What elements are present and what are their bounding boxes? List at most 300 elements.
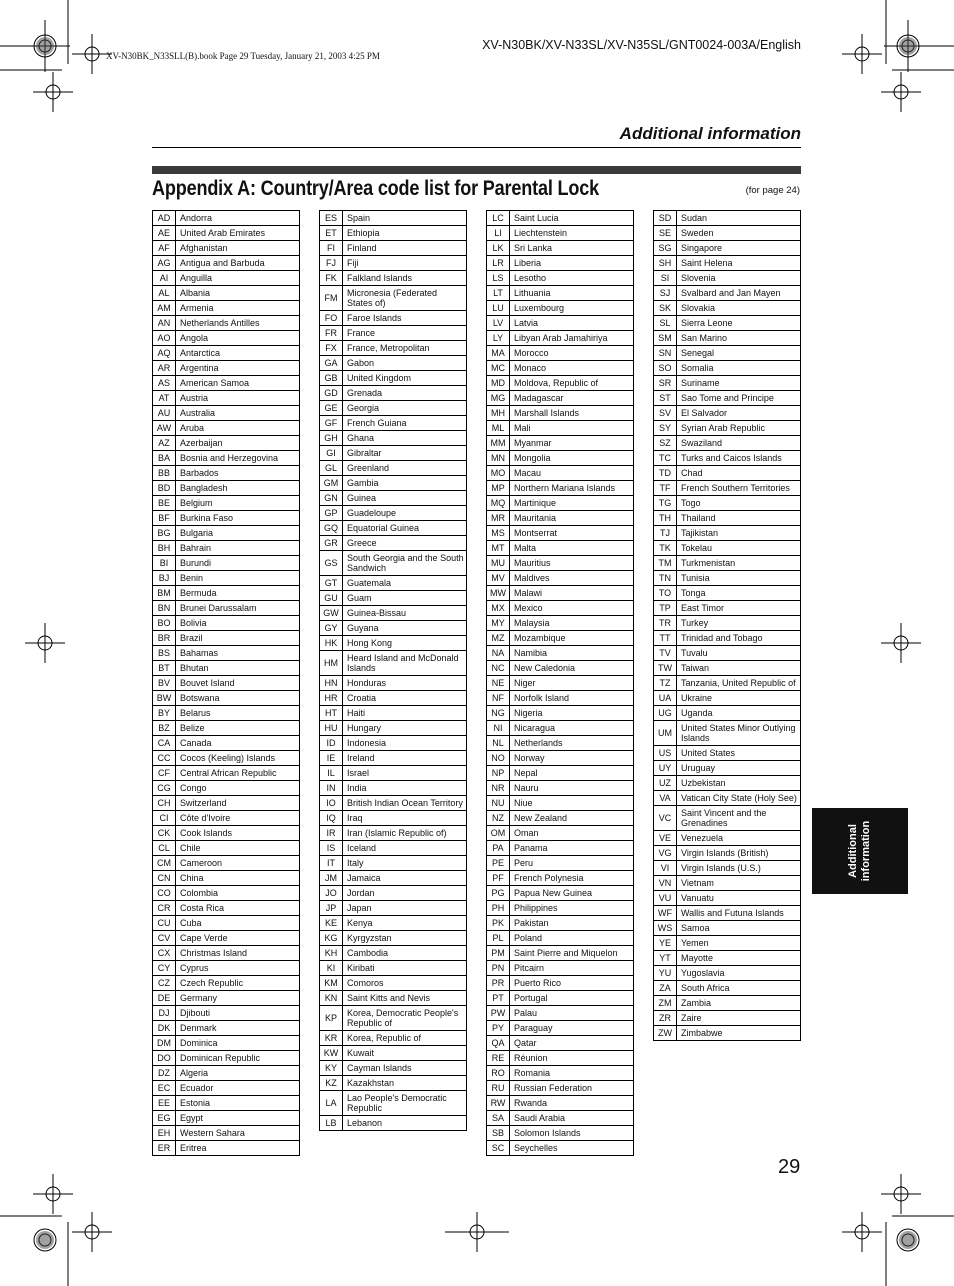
country-name: Russian Federation bbox=[510, 1081, 634, 1096]
country-name: Netherlands bbox=[510, 736, 634, 751]
country-code: MO bbox=[487, 466, 510, 481]
country-name: Suriname bbox=[677, 376, 801, 391]
country-name: New Zealand bbox=[510, 811, 634, 826]
country-name: Solomon Islands bbox=[510, 1126, 634, 1141]
country-code: IT bbox=[320, 856, 343, 871]
country-name: Falkland Islands bbox=[343, 271, 467, 286]
country-code: HT bbox=[320, 706, 343, 721]
country-name: Guinea bbox=[343, 491, 467, 506]
country-code: PH bbox=[487, 901, 510, 916]
country-name: Slovenia bbox=[677, 271, 801, 286]
country-code: TM bbox=[654, 556, 677, 571]
country-name: Saint Lucia bbox=[510, 211, 634, 226]
country-code: GD bbox=[320, 386, 343, 401]
country-code: DZ bbox=[153, 1066, 176, 1081]
country-name: Saint Pierre and Miquelon bbox=[510, 946, 634, 961]
country-code: MP bbox=[487, 481, 510, 496]
country-name: Croatia bbox=[343, 691, 467, 706]
country-code: DO bbox=[153, 1051, 176, 1066]
country-code: PA bbox=[487, 841, 510, 856]
country-code: FO bbox=[320, 311, 343, 326]
country-code: KN bbox=[320, 991, 343, 1006]
country-name: Indonesia bbox=[343, 736, 467, 751]
country-name: Iraq bbox=[343, 811, 467, 826]
country-name: Seychelles bbox=[510, 1141, 634, 1156]
country-code: GE bbox=[320, 401, 343, 416]
country-name: Korea, Republic of bbox=[343, 1031, 467, 1046]
country-code: KM bbox=[320, 976, 343, 991]
country-name: Afghanistan bbox=[176, 241, 300, 256]
country-code: VE bbox=[654, 831, 677, 846]
country-code: CH bbox=[153, 796, 176, 811]
country-code: LV bbox=[487, 316, 510, 331]
country-name: Lesotho bbox=[510, 271, 634, 286]
country-code: LU bbox=[487, 301, 510, 316]
country-code: MN bbox=[487, 451, 510, 466]
country-name: Ghana bbox=[343, 431, 467, 446]
country-name: Honduras bbox=[343, 676, 467, 691]
country-name: Syrian Arab Republic bbox=[677, 421, 801, 436]
country-code: NE bbox=[487, 676, 510, 691]
country-code: UY bbox=[654, 761, 677, 776]
country-name: Antigua and Barbuda bbox=[176, 256, 300, 271]
country-code: GT bbox=[320, 576, 343, 591]
country-name: Yemen bbox=[677, 936, 801, 951]
country-code: MH bbox=[487, 406, 510, 421]
country-name: Luxembourg bbox=[510, 301, 634, 316]
country-code: NZ bbox=[487, 811, 510, 826]
country-code: SY bbox=[654, 421, 677, 436]
country-code: FX bbox=[320, 341, 343, 356]
country-code: NC bbox=[487, 661, 510, 676]
country-name: Trinidad and Tobago bbox=[677, 631, 801, 646]
side-tab-line-2: information bbox=[860, 820, 872, 882]
country-code: DJ bbox=[153, 1006, 176, 1021]
country-name: Myanmar bbox=[510, 436, 634, 451]
country-code: LY bbox=[487, 331, 510, 346]
country-code: PG bbox=[487, 886, 510, 901]
country-code: AF bbox=[153, 241, 176, 256]
country-name: South Africa bbox=[677, 981, 801, 996]
country-code: CX bbox=[153, 946, 176, 961]
country-name: Burkina Faso bbox=[176, 511, 300, 526]
country-code: TN bbox=[654, 571, 677, 586]
country-name: Georgia bbox=[343, 401, 467, 416]
country-code: JM bbox=[320, 871, 343, 886]
country-code: FM bbox=[320, 286, 343, 311]
country-code: MS bbox=[487, 526, 510, 541]
country-name: Lithuania bbox=[510, 286, 634, 301]
country-name: Sri Lanka bbox=[510, 241, 634, 256]
country-code: TK bbox=[654, 541, 677, 556]
country-name: Kazakhstan bbox=[343, 1076, 467, 1091]
country-code: IO bbox=[320, 796, 343, 811]
country-name: Svalbard and Jan Mayen bbox=[677, 286, 801, 301]
country-code: BG bbox=[153, 526, 176, 541]
country-code: FJ bbox=[320, 256, 343, 271]
country-name: Angola bbox=[176, 331, 300, 346]
country-code: ER bbox=[153, 1141, 176, 1156]
country-name: Namibia bbox=[510, 646, 634, 661]
country-code: MQ bbox=[487, 496, 510, 511]
country-code: VA bbox=[654, 791, 677, 806]
country-name: Aruba bbox=[176, 421, 300, 436]
country-code: HN bbox=[320, 676, 343, 691]
country-name: Saint Helena bbox=[677, 256, 801, 271]
country-name: Norfolk Island bbox=[510, 691, 634, 706]
country-code: KP bbox=[320, 1006, 343, 1031]
country-code: KR bbox=[320, 1031, 343, 1046]
country-name: Benin bbox=[176, 571, 300, 586]
country-name: Taiwan bbox=[677, 661, 801, 676]
country-code: TG bbox=[654, 496, 677, 511]
country-code: GQ bbox=[320, 521, 343, 536]
country-name: Congo bbox=[176, 781, 300, 796]
country-code: AS bbox=[153, 376, 176, 391]
country-name: Swaziland bbox=[677, 436, 801, 451]
country-name: Sweden bbox=[677, 226, 801, 241]
country-code: TZ bbox=[654, 676, 677, 691]
country-code: ML bbox=[487, 421, 510, 436]
country-name: Venezuela bbox=[677, 831, 801, 846]
country-code: NU bbox=[487, 796, 510, 811]
country-name: Cameroon bbox=[176, 856, 300, 871]
country-code: IR bbox=[320, 826, 343, 841]
country-name: Brunei Darussalam bbox=[176, 601, 300, 616]
country-code: BO bbox=[153, 616, 176, 631]
country-code: CO bbox=[153, 886, 176, 901]
country-name: Kuwait bbox=[343, 1046, 467, 1061]
country-name: Macau bbox=[510, 466, 634, 481]
country-code: BY bbox=[153, 706, 176, 721]
country-name: Czech Republic bbox=[176, 976, 300, 991]
country-code: PL bbox=[487, 931, 510, 946]
country-name: Bermuda bbox=[176, 586, 300, 601]
country-name: Tunisia bbox=[677, 571, 801, 586]
country-code: JO bbox=[320, 886, 343, 901]
country-code: FK bbox=[320, 271, 343, 286]
country-name: Samoa bbox=[677, 921, 801, 936]
country-name: Tokelau bbox=[677, 541, 801, 556]
country-code: PW bbox=[487, 1006, 510, 1021]
country-code: SD bbox=[654, 211, 677, 226]
country-name: Lao People's Democratic Republic bbox=[343, 1091, 467, 1116]
country-code: LS bbox=[487, 271, 510, 286]
country-code: GR bbox=[320, 536, 343, 551]
country-name: Mexico bbox=[510, 601, 634, 616]
country-name: El Salvador bbox=[677, 406, 801, 421]
country-name: Egypt bbox=[176, 1111, 300, 1126]
country-name: Comoros bbox=[343, 976, 467, 991]
country-name: Nigeria bbox=[510, 706, 634, 721]
country-name: Norway bbox=[510, 751, 634, 766]
country-name: Ukraine bbox=[677, 691, 801, 706]
country-name: Kenya bbox=[343, 916, 467, 931]
country-code: YU bbox=[654, 966, 677, 981]
country-code: BR bbox=[153, 631, 176, 646]
country-code: MM bbox=[487, 436, 510, 451]
country-code: TJ bbox=[654, 526, 677, 541]
country-name: Yugoslavia bbox=[677, 966, 801, 981]
country-name: Togo bbox=[677, 496, 801, 511]
country-code: BV bbox=[153, 676, 176, 691]
country-name: Ethiopia bbox=[343, 226, 467, 241]
country-name: Papua New Guinea bbox=[510, 886, 634, 901]
country-name: Finland bbox=[343, 241, 467, 256]
country-name: Austria bbox=[176, 391, 300, 406]
country-code: SI bbox=[654, 271, 677, 286]
country-code: SV bbox=[654, 406, 677, 421]
country-name: Zambia bbox=[677, 996, 801, 1011]
country-code: IE bbox=[320, 751, 343, 766]
country-name: Belize bbox=[176, 721, 300, 736]
country-code: TC bbox=[654, 451, 677, 466]
country-name: French Guiana bbox=[343, 416, 467, 431]
country-name: Senegal bbox=[677, 346, 801, 361]
country-name: Portugal bbox=[510, 991, 634, 1006]
country-name: Canada bbox=[176, 736, 300, 751]
country-code: IL bbox=[320, 766, 343, 781]
country-code: KH bbox=[320, 946, 343, 961]
country-code: UM bbox=[654, 721, 677, 746]
country-name: Somalia bbox=[677, 361, 801, 376]
country-name: Poland bbox=[510, 931, 634, 946]
country-name: Madagascar bbox=[510, 391, 634, 406]
country-name: United States bbox=[677, 746, 801, 761]
country-name: Gabon bbox=[343, 356, 467, 371]
country-name: Central African Republic bbox=[176, 766, 300, 781]
country-code: BI bbox=[153, 556, 176, 571]
country-name: Cuba bbox=[176, 916, 300, 931]
country-code: VC bbox=[654, 806, 677, 831]
country-code: AQ bbox=[153, 346, 176, 361]
country-name: Christmas Island bbox=[176, 946, 300, 961]
country-code: SM bbox=[654, 331, 677, 346]
country-name: Turkmenistan bbox=[677, 556, 801, 571]
country-name: Maldives bbox=[510, 571, 634, 586]
country-name: Turkey bbox=[677, 616, 801, 631]
country-code: SO bbox=[654, 361, 677, 376]
country-name: Italy bbox=[343, 856, 467, 871]
country-code: CZ bbox=[153, 976, 176, 991]
country-code: PN bbox=[487, 961, 510, 976]
country-code: RU bbox=[487, 1081, 510, 1096]
country-name: Dominica bbox=[176, 1036, 300, 1051]
country-code: SZ bbox=[654, 436, 677, 451]
country-code: AR bbox=[153, 361, 176, 376]
country-code: LT bbox=[487, 286, 510, 301]
country-code: BB bbox=[153, 466, 176, 481]
country-code: PY bbox=[487, 1021, 510, 1036]
country-code: UA bbox=[654, 691, 677, 706]
country-name: Cayman Islands bbox=[343, 1061, 467, 1076]
country-code: GH bbox=[320, 431, 343, 446]
country-name: Malawi bbox=[510, 586, 634, 601]
country-name: Malaysia bbox=[510, 616, 634, 631]
country-code: BZ bbox=[153, 721, 176, 736]
country-code: AD bbox=[153, 211, 176, 226]
country-name: Bouvet Island bbox=[176, 676, 300, 691]
country-name: Peru bbox=[510, 856, 634, 871]
country-name: Niue bbox=[510, 796, 634, 811]
file-info-line: XV-N30BK_N33SLL(B).book Page 29 Tuesday, January 21, 2003 4:25 PM bbox=[106, 51, 380, 61]
country-name: Micronesia (Federated States of) bbox=[343, 286, 467, 311]
country-name: Bosnia and Herzegovina bbox=[176, 451, 300, 466]
country-name: Slovakia bbox=[677, 301, 801, 316]
country-code: UG bbox=[654, 706, 677, 721]
page-number: 29 bbox=[778, 1156, 801, 1178]
country-code: CY bbox=[153, 961, 176, 976]
country-code: DM bbox=[153, 1036, 176, 1051]
country-name: Heard Island and McDonald Islands bbox=[343, 651, 467, 676]
country-code: BD bbox=[153, 481, 176, 496]
country-code: GS bbox=[320, 551, 343, 576]
country-name: Pakistan bbox=[510, 916, 634, 931]
country-name: Guyana bbox=[343, 621, 467, 636]
country-code: YT bbox=[654, 951, 677, 966]
country-code: VG bbox=[654, 846, 677, 861]
country-name: Chad bbox=[677, 466, 801, 481]
country-code: NA bbox=[487, 646, 510, 661]
country-name: Moldova, Republic of bbox=[510, 376, 634, 391]
country-code: MU bbox=[487, 556, 510, 571]
country-code: CR bbox=[153, 901, 176, 916]
country-name: Puerto Rico bbox=[510, 976, 634, 991]
country-name: Tonga bbox=[677, 586, 801, 601]
country-code: BM bbox=[153, 586, 176, 601]
country-code: CC bbox=[153, 751, 176, 766]
country-code: HK bbox=[320, 636, 343, 651]
country-name: India bbox=[343, 781, 467, 796]
country-name: Gibraltar bbox=[343, 446, 467, 461]
country-name: Guam bbox=[343, 591, 467, 606]
country-code: SR bbox=[654, 376, 677, 391]
country-code: PE bbox=[487, 856, 510, 871]
country-name: French Polynesia bbox=[510, 871, 634, 886]
country-name: Belarus bbox=[176, 706, 300, 721]
country-code: IQ bbox=[320, 811, 343, 826]
country-code: ST bbox=[654, 391, 677, 406]
country-name: Nepal bbox=[510, 766, 634, 781]
country-name: Côte d'Ivoire bbox=[176, 811, 300, 826]
country-code: LB bbox=[320, 1116, 343, 1131]
country-name: New Caledonia bbox=[510, 661, 634, 676]
country-code: EC bbox=[153, 1081, 176, 1096]
country-code: EH bbox=[153, 1126, 176, 1141]
country-name: Mongolia bbox=[510, 451, 634, 466]
country-code: CF bbox=[153, 766, 176, 781]
country-code: SN bbox=[654, 346, 677, 361]
country-name: Saint Vincent and the Grenadines bbox=[677, 806, 801, 831]
country-name: Nicaragua bbox=[510, 721, 634, 736]
country-name: Bahamas bbox=[176, 646, 300, 661]
country-code: VU bbox=[654, 891, 677, 906]
country-name: Greece bbox=[343, 536, 467, 551]
country-code: KZ bbox=[320, 1076, 343, 1091]
country-name: Virgin Islands (U.S.) bbox=[677, 861, 801, 876]
country-name: Algeria bbox=[176, 1066, 300, 1081]
country-name: Cocos (Keeling) Islands bbox=[176, 751, 300, 766]
country-code: PK bbox=[487, 916, 510, 931]
country-code: GF bbox=[320, 416, 343, 431]
country-code: ZR bbox=[654, 1011, 677, 1026]
country-code: CI bbox=[153, 811, 176, 826]
country-code: SE bbox=[654, 226, 677, 241]
country-code: CL bbox=[153, 841, 176, 856]
country-name: American Samoa bbox=[176, 376, 300, 391]
country-code: RW bbox=[487, 1096, 510, 1111]
country-code: MZ bbox=[487, 631, 510, 646]
country-name: Romania bbox=[510, 1066, 634, 1081]
country-code: CU bbox=[153, 916, 176, 931]
country-name: Greenland bbox=[343, 461, 467, 476]
country-code: FR bbox=[320, 326, 343, 341]
country-name: Lebanon bbox=[343, 1116, 467, 1131]
country-name: Burundi bbox=[176, 556, 300, 571]
country-name: Anguilla bbox=[176, 271, 300, 286]
country-name: Fiji bbox=[343, 256, 467, 271]
country-code: PF bbox=[487, 871, 510, 886]
country-name: Sao Tome and Principe bbox=[677, 391, 801, 406]
country-name: Vietnam bbox=[677, 876, 801, 891]
country-code: JP bbox=[320, 901, 343, 916]
country-name: Faroe Islands bbox=[343, 311, 467, 326]
country-code: AZ bbox=[153, 436, 176, 451]
country-name: Turks and Caicos Islands bbox=[677, 451, 801, 466]
country-name: Mauritius bbox=[510, 556, 634, 571]
country-code: ZW bbox=[654, 1026, 677, 1041]
country-name: Dominican Republic bbox=[176, 1051, 300, 1066]
country-code: MR bbox=[487, 511, 510, 526]
country-code: CK bbox=[153, 826, 176, 841]
country-code: BE bbox=[153, 496, 176, 511]
country-code: KI bbox=[320, 961, 343, 976]
country-code: ET bbox=[320, 226, 343, 241]
country-code: VI bbox=[654, 861, 677, 876]
country-name: Tuvalu bbox=[677, 646, 801, 661]
country-code: BF bbox=[153, 511, 176, 526]
country-code: KW bbox=[320, 1046, 343, 1061]
country-code: TO bbox=[654, 586, 677, 601]
country-code: LC bbox=[487, 211, 510, 226]
country-code: NI bbox=[487, 721, 510, 736]
country-code: SC bbox=[487, 1141, 510, 1156]
side-tab-line-1: Additional bbox=[847, 824, 859, 878]
country-name: United States Minor Outlying Islands bbox=[677, 721, 801, 746]
country-name: Sierra Leone bbox=[677, 316, 801, 331]
country-code: GB bbox=[320, 371, 343, 386]
country-name: Germany bbox=[176, 991, 300, 1006]
country-code: CM bbox=[153, 856, 176, 871]
country-name: Cape Verde bbox=[176, 931, 300, 946]
country-name: Vanuatu bbox=[677, 891, 801, 906]
country-name: Gambia bbox=[343, 476, 467, 491]
country-code: GN bbox=[320, 491, 343, 506]
country-code: LA bbox=[320, 1091, 343, 1116]
country-name: Paraguay bbox=[510, 1021, 634, 1036]
country-name: Bangladesh bbox=[176, 481, 300, 496]
country-code: HM bbox=[320, 651, 343, 676]
country-name: British Indian Ocean Territory bbox=[343, 796, 467, 811]
country-name: Tanzania, United Republic of bbox=[677, 676, 801, 691]
country-name: Armenia bbox=[176, 301, 300, 316]
country-code: BS bbox=[153, 646, 176, 661]
country-name: Jordan bbox=[343, 886, 467, 901]
country-name: Montserrat bbox=[510, 526, 634, 541]
country-name: Thailand bbox=[677, 511, 801, 526]
country-code: BA bbox=[153, 451, 176, 466]
country-name: Brazil bbox=[176, 631, 300, 646]
